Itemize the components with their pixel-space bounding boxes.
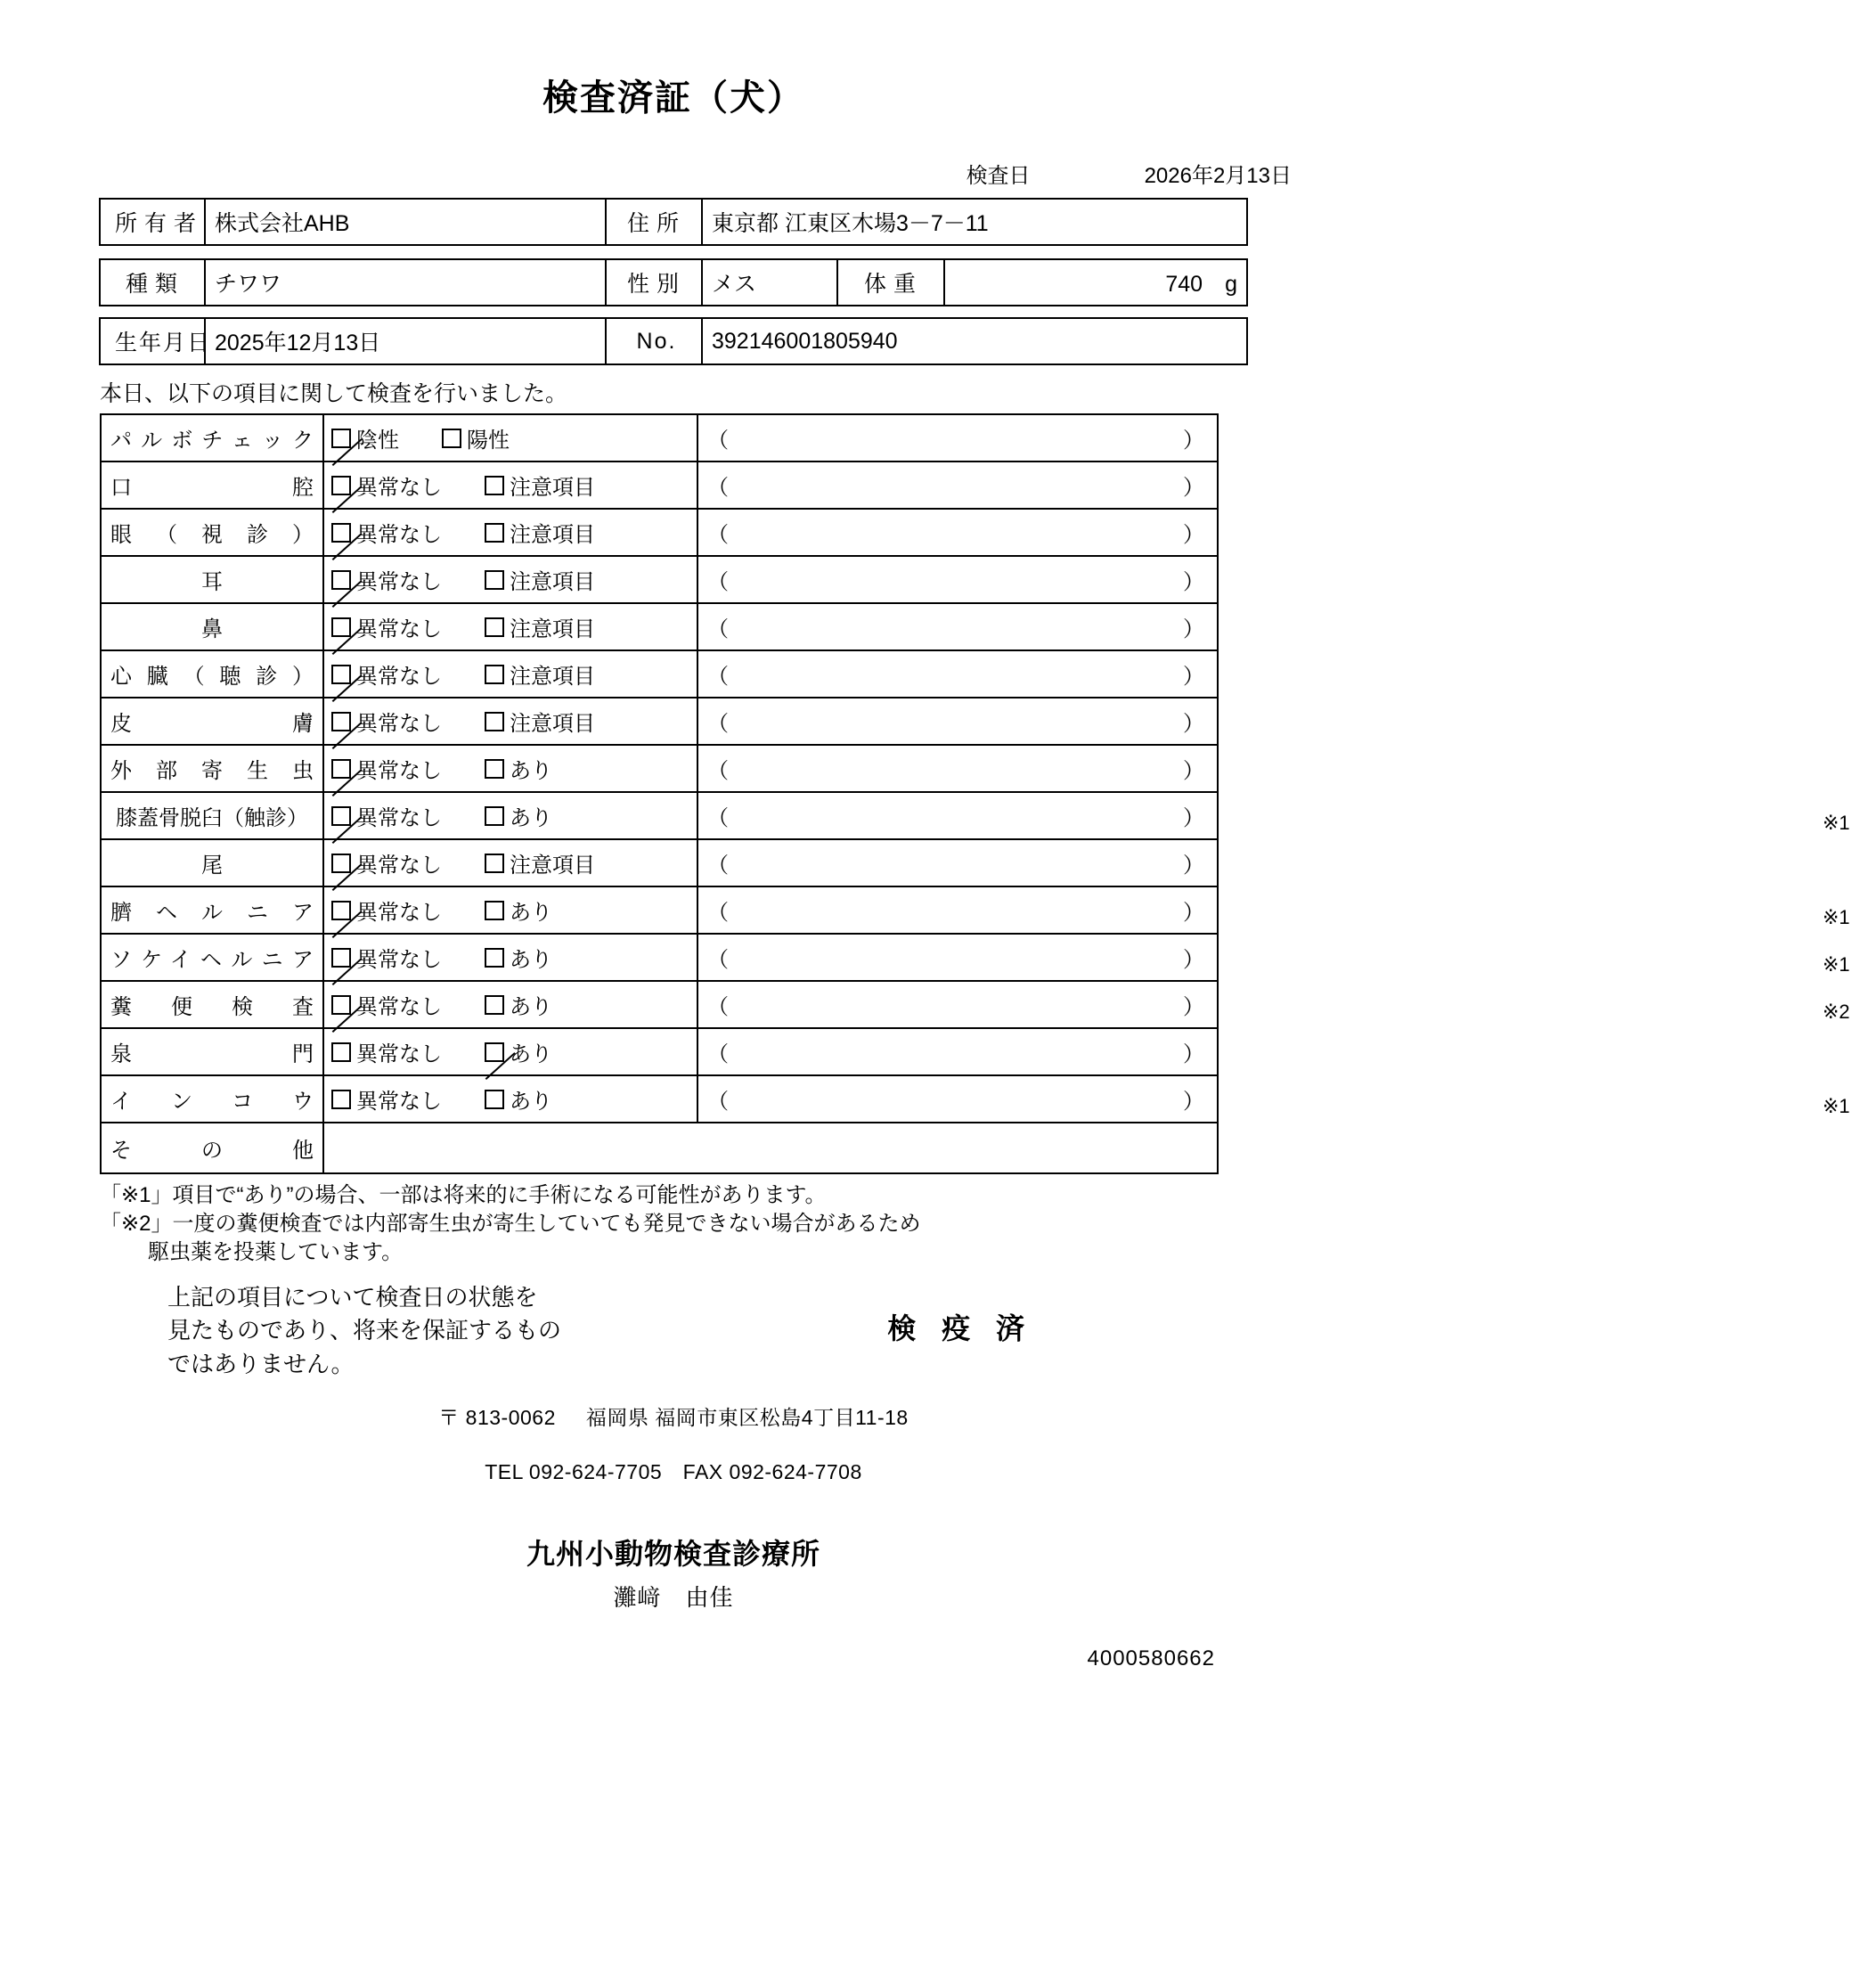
checklist-row xyxy=(101,792,1218,839)
checkbox-option-1[interactable] xyxy=(331,753,442,784)
quarantine-seal: 検 疫 済 xyxy=(887,1311,1033,1344)
checklist-row xyxy=(101,1028,1218,1075)
remark-field[interactable] xyxy=(697,745,1218,792)
item-text: 心臓（聴診） xyxy=(110,665,314,689)
footnote-marker: ※1 xyxy=(1823,906,1850,928)
option-label: 注意項目 xyxy=(510,665,595,689)
statement-line-1: 上記の項目について検査日の状態を xyxy=(167,1283,538,1311)
checklist-row xyxy=(101,414,1218,462)
statement-line-3: ではありません。 xyxy=(167,1351,355,1378)
option-label: 注意項目 xyxy=(510,570,595,594)
footnote-marker: ※1 xyxy=(1823,953,1850,976)
footnote-2: 「※2」一度の糞便検査では内部寄生虫が寄生していても発見できない場合があるため xyxy=(100,1211,921,1236)
inspection-date-row xyxy=(0,158,1347,189)
option-label: 注意項目 xyxy=(510,476,595,500)
option-label: あり xyxy=(510,901,552,925)
footnote-marker: ※1 xyxy=(1823,812,1850,834)
checklist-options xyxy=(323,934,697,981)
paren-open: （ xyxy=(707,1090,729,1114)
paren-close: ） xyxy=(1183,617,1204,641)
checkbox-option-2[interactable] xyxy=(485,706,595,737)
checklist-item-label xyxy=(101,981,323,1028)
paren-close: ） xyxy=(1183,995,1204,1019)
paren-close: ） xyxy=(1183,1090,1204,1114)
no-label: No. xyxy=(606,318,702,364)
checklist-item-label xyxy=(101,698,323,745)
remark-field[interactable] xyxy=(697,509,1218,556)
address-value: 東京都 江東区木場3－7－11 xyxy=(702,199,1247,245)
checklist-item-label xyxy=(101,650,323,698)
checkbox-option-1[interactable] xyxy=(331,517,442,548)
checkbox-icon[interactable] xyxy=(485,617,504,637)
intro-text: 本日、以下の項目に関して検査を行いました。 xyxy=(100,381,568,406)
option-label: あり xyxy=(510,1042,552,1066)
checkbox-option-2[interactable] xyxy=(485,470,595,501)
birth-label: 生年月日 xyxy=(100,318,205,364)
checked-checkbox-icon[interactable] xyxy=(331,995,351,1015)
checkbox-option-2[interactable] xyxy=(485,942,552,973)
other-label xyxy=(101,1123,323,1173)
remark-field[interactable] xyxy=(697,981,1850,1028)
paren-open: （ xyxy=(707,476,729,500)
weight-label: 体重 xyxy=(837,259,944,306)
paren-close: ） xyxy=(1183,665,1204,689)
option-label: 注意項目 xyxy=(510,617,595,641)
checklist-options xyxy=(323,839,697,886)
option-label: あり xyxy=(510,948,552,972)
owner-table xyxy=(99,198,1248,246)
item-text: 外部寄生虫 xyxy=(110,759,314,783)
option-label: 異常なし xyxy=(356,617,442,641)
breed-row xyxy=(100,259,1247,306)
checklist-item-label xyxy=(101,414,323,462)
table-gap xyxy=(100,306,1247,318)
sex-label: 性別 xyxy=(606,259,702,306)
paren-close: ） xyxy=(1183,476,1204,500)
paren-close: ） xyxy=(1183,854,1204,878)
item-text: 膝蓋骨脱臼（触診） xyxy=(116,806,308,830)
checkbox-icon[interactable] xyxy=(485,806,504,826)
checkbox-option-2[interactable] xyxy=(485,894,552,926)
item-text: インコウ xyxy=(110,1090,314,1114)
checkbox-option-2[interactable] xyxy=(485,800,552,831)
breed-value: チワワ xyxy=(205,259,606,306)
remark-field[interactable] xyxy=(697,839,1218,886)
checkbox-option-1[interactable] xyxy=(331,470,442,501)
paren-open: （ xyxy=(707,1042,729,1066)
paren-close: ） xyxy=(1183,806,1204,830)
owner-label: 所有者 xyxy=(100,199,205,245)
no-value: 392146001805940 xyxy=(702,318,1247,364)
certificate-page xyxy=(0,69,1850,1985)
checkbox-icon[interactable] xyxy=(485,712,504,731)
remark-field[interactable] xyxy=(697,1075,1850,1123)
option-label: あり xyxy=(510,995,552,1019)
paren-open: （ xyxy=(707,901,729,925)
checklist-row xyxy=(101,698,1218,745)
checkbox-option-2[interactable] xyxy=(485,753,552,784)
checklist-options xyxy=(323,509,697,556)
checklist-options xyxy=(323,698,697,745)
item-text: 耳 xyxy=(201,570,223,594)
checkbox-option-1[interactable] xyxy=(331,706,442,737)
remark-field[interactable] xyxy=(697,650,1218,698)
checkbox-icon[interactable] xyxy=(485,570,504,590)
birth-value: 2025年12月13日 xyxy=(205,318,606,364)
clinic-address xyxy=(0,1401,1347,1431)
address-label: 住所 xyxy=(606,199,702,245)
breed-label: 種類 xyxy=(100,259,205,306)
checkbox-icon[interactable] xyxy=(485,1090,504,1109)
checkbox-icon[interactable] xyxy=(485,523,504,543)
checkbox-option-2[interactable] xyxy=(485,847,595,878)
checkbox-option-1[interactable] xyxy=(331,800,442,831)
paren-open: （ xyxy=(707,570,729,594)
checkbox-option-1[interactable] xyxy=(331,942,442,973)
serial-number: 4000580662 xyxy=(1087,1646,1215,1671)
checklist-row xyxy=(101,981,1218,1028)
checkbox-icon[interactable] xyxy=(485,901,504,920)
checkbox-option-1[interactable] xyxy=(331,611,442,642)
paren-open: （ xyxy=(707,712,729,736)
birth-row xyxy=(100,318,1247,364)
checked-checkbox-icon[interactable] xyxy=(331,854,351,873)
checkbox-option-2[interactable] xyxy=(485,611,595,642)
option-label: あり xyxy=(510,1090,552,1114)
checklist-options xyxy=(323,1028,697,1075)
postal-code: 〒 813-0062 xyxy=(438,1405,556,1429)
animal-table xyxy=(99,258,1248,365)
checklist-options xyxy=(323,603,697,650)
checked-checkbox-icon[interactable] xyxy=(331,806,351,826)
paren-close: ） xyxy=(1183,712,1204,736)
paren-open: （ xyxy=(707,759,729,783)
checked-checkbox-icon[interactable] xyxy=(331,570,351,590)
checkbox-icon[interactable] xyxy=(331,1090,351,1109)
option-label: あり xyxy=(510,759,552,783)
remark-field[interactable] xyxy=(697,698,1218,745)
checklist-item-label xyxy=(101,839,323,886)
checkbox-icon[interactable] xyxy=(485,665,504,684)
paren-close: ） xyxy=(1183,429,1204,453)
checkbox-icon[interactable] xyxy=(442,429,461,448)
checklist-row xyxy=(101,1075,1218,1123)
option-label: 陰性 xyxy=(356,429,399,453)
other-value[interactable] xyxy=(323,1123,1218,1173)
checklist-options xyxy=(323,981,697,1028)
owner-row xyxy=(100,199,1247,245)
option-label: 異常なし xyxy=(356,806,442,830)
checklist-item-label xyxy=(101,509,323,556)
paren-open: （ xyxy=(707,806,729,830)
checklist-item-label xyxy=(101,556,323,603)
other-label-text: そ の 他 xyxy=(110,1139,314,1163)
option-label: 異常なし xyxy=(356,665,442,689)
option-label: 陽性 xyxy=(467,429,510,453)
checklist-options xyxy=(323,414,697,462)
checklist-row xyxy=(101,462,1218,509)
remark-field[interactable] xyxy=(697,934,1850,981)
option-label: 異常なし xyxy=(356,995,442,1019)
checked-checkbox-icon[interactable] xyxy=(331,429,351,448)
checkbox-icon[interactable] xyxy=(485,854,504,873)
checkbox-icon[interactable] xyxy=(485,476,504,495)
option-label: 異常なし xyxy=(356,1090,442,1114)
checklist-item-label xyxy=(101,1075,323,1123)
checklist-item-label xyxy=(101,462,323,509)
item-text: 眼（視診） xyxy=(110,523,314,547)
clinic-name: 九州小動物検査診療所 xyxy=(526,1537,820,1570)
paren-open: （ xyxy=(707,995,729,1019)
checklist-row xyxy=(101,934,1218,981)
checkbox-option-2[interactable] xyxy=(485,658,595,690)
checked-checkbox-icon[interactable] xyxy=(331,759,351,779)
checkbox-option-2[interactable] xyxy=(485,1036,552,1067)
checklist-row xyxy=(101,556,1218,603)
checked-checkbox-icon[interactable] xyxy=(331,901,351,920)
paren-open: （ xyxy=(707,854,729,878)
item-text: 皮 膚 xyxy=(110,712,314,736)
checklist-item-label xyxy=(101,1028,323,1075)
checked-checkbox-icon[interactable] xyxy=(331,617,351,637)
option-label: 異常なし xyxy=(356,948,442,972)
checkbox-option-1[interactable] xyxy=(331,1036,442,1067)
paren-close: ） xyxy=(1183,570,1204,594)
owner-value: 株式会社AHB xyxy=(205,199,606,245)
checkbox-icon[interactable] xyxy=(485,948,504,968)
statement-area xyxy=(100,1281,1247,1382)
paren-close: ） xyxy=(1183,759,1204,783)
option-label: あり xyxy=(510,806,552,830)
option-label: 異常なし xyxy=(356,901,442,925)
item-text: パルボチェック xyxy=(110,429,314,453)
other-row xyxy=(101,1123,1218,1173)
checklist-row xyxy=(101,839,1218,886)
remark-field[interactable] xyxy=(697,792,1850,839)
checkbox-option-1[interactable] xyxy=(331,847,442,878)
checklist-item-label xyxy=(101,792,323,839)
address-text: 福岡県 福岡市東区松島4丁目11-18 xyxy=(585,1405,909,1429)
checkbox-option-2[interactable] xyxy=(485,1083,552,1115)
checklist-options xyxy=(323,886,697,934)
checkbox-option-1[interactable] xyxy=(331,422,399,453)
paren-close: ） xyxy=(1183,948,1204,972)
checklist-item-label xyxy=(101,886,323,934)
inspection-date-label: 検査日 xyxy=(966,164,1031,188)
paren-close: ） xyxy=(1183,901,1204,925)
checklist-item-label xyxy=(101,603,323,650)
remark-field[interactable] xyxy=(697,462,1218,509)
checkbox-icon[interactable] xyxy=(485,759,504,779)
checked-checkbox-icon[interactable] xyxy=(331,476,351,495)
option-label: 注意項目 xyxy=(510,523,595,547)
item-text: 尾 xyxy=(201,854,223,878)
footnote-marker: ※1 xyxy=(1823,1095,1850,1117)
option-label: 異常なし xyxy=(356,759,442,783)
checked-checkbox-icon[interactable] xyxy=(485,1042,504,1062)
checklist-options xyxy=(323,792,697,839)
statement-text xyxy=(100,1281,652,1382)
checked-checkbox-icon[interactable] xyxy=(331,523,351,543)
checklist-options xyxy=(323,745,697,792)
checkbox-option-2[interactable] xyxy=(485,517,595,548)
remark-field[interactable] xyxy=(697,414,1218,462)
checked-checkbox-icon[interactable] xyxy=(331,665,351,684)
checklist-row xyxy=(101,886,1218,934)
checklist-row xyxy=(101,650,1218,698)
checklist-options xyxy=(323,556,697,603)
checkbox-option-1[interactable] xyxy=(331,564,442,595)
item-text: 糞便検査 xyxy=(110,995,314,1019)
remark-field[interactable] xyxy=(697,886,1850,934)
footnotes xyxy=(100,1181,1247,1267)
checkbox-option-2[interactable] xyxy=(442,422,510,453)
item-text: 泉 門 xyxy=(110,1042,314,1066)
checked-checkbox-icon[interactable] xyxy=(331,948,351,968)
footnote-1: 「※1」項目で“あり”の場合、一部は将来的に手術になる可能性があります。 xyxy=(100,1183,827,1207)
remark-field[interactable] xyxy=(697,603,1218,650)
remark-field[interactable] xyxy=(697,1028,1218,1075)
paren-open: （ xyxy=(707,665,729,689)
checklist-options xyxy=(323,462,697,509)
item-text: 口 腔 xyxy=(110,476,314,500)
checkbox-option-1[interactable] xyxy=(331,1083,442,1115)
option-label: 異常なし xyxy=(356,523,442,547)
option-label: 注意項目 xyxy=(510,854,595,878)
checklist-item-label xyxy=(101,934,323,981)
checklist-options xyxy=(323,1075,697,1123)
weight-value: 740 g xyxy=(944,259,1247,306)
item-text: ソケイヘルニア xyxy=(110,948,314,972)
footnote-marker: ※2 xyxy=(1823,1001,1850,1023)
checklist-options xyxy=(323,650,697,698)
paren-open: （ xyxy=(707,429,729,453)
checkbox-icon[interactable] xyxy=(331,1042,351,1062)
checklist-row xyxy=(101,745,1218,792)
checklist-row xyxy=(101,509,1218,556)
item-text: 臍ヘルニア xyxy=(110,901,314,925)
option-label: 異常なし xyxy=(356,854,442,878)
option-label: 異常なし xyxy=(356,476,442,500)
page-title: 検査済証（犬） xyxy=(542,78,804,118)
option-label: 異常なし xyxy=(356,712,442,736)
checklist-row xyxy=(101,603,1218,650)
paren-close: ） xyxy=(1183,523,1204,547)
statement-line-2: 見たものであり、将来を保証するもの xyxy=(167,1317,562,1344)
footnote-3: 駆虫薬を投薬しています。 xyxy=(148,1239,404,1264)
checklist-item-label xyxy=(101,745,323,792)
option-label: 異常なし xyxy=(356,1042,442,1066)
checkbox-option-1[interactable] xyxy=(331,989,442,1020)
checkbox-option-1[interactable] xyxy=(331,658,442,690)
checklist-table xyxy=(100,413,1850,1174)
checklist-wrapper xyxy=(100,413,1850,1174)
remark-field[interactable] xyxy=(697,556,1218,603)
checkbox-option-1[interactable] xyxy=(331,894,442,926)
item-text: 鼻 xyxy=(201,617,223,641)
paren-open: （ xyxy=(707,523,729,547)
checkbox-option-2[interactable] xyxy=(485,989,552,1020)
inspector-name: 灘﨑 由佳 xyxy=(613,1583,734,1611)
clinic-tel: TEL 092-624-7705 FAX 092-624-7708 xyxy=(485,1459,862,1483)
sex-value: メス xyxy=(702,259,837,306)
checked-checkbox-icon[interactable] xyxy=(331,712,351,731)
paren-open: （ xyxy=(707,948,729,972)
paren-close: ） xyxy=(1183,1042,1204,1066)
checkbox-icon[interactable] xyxy=(485,995,504,1015)
inspection-date-value: 2026年2月13日 xyxy=(1144,164,1292,188)
paren-open: （ xyxy=(707,617,729,641)
checkbox-option-2[interactable] xyxy=(485,564,595,595)
option-label: 注意項目 xyxy=(510,712,595,736)
option-label: 異常なし xyxy=(356,570,442,594)
